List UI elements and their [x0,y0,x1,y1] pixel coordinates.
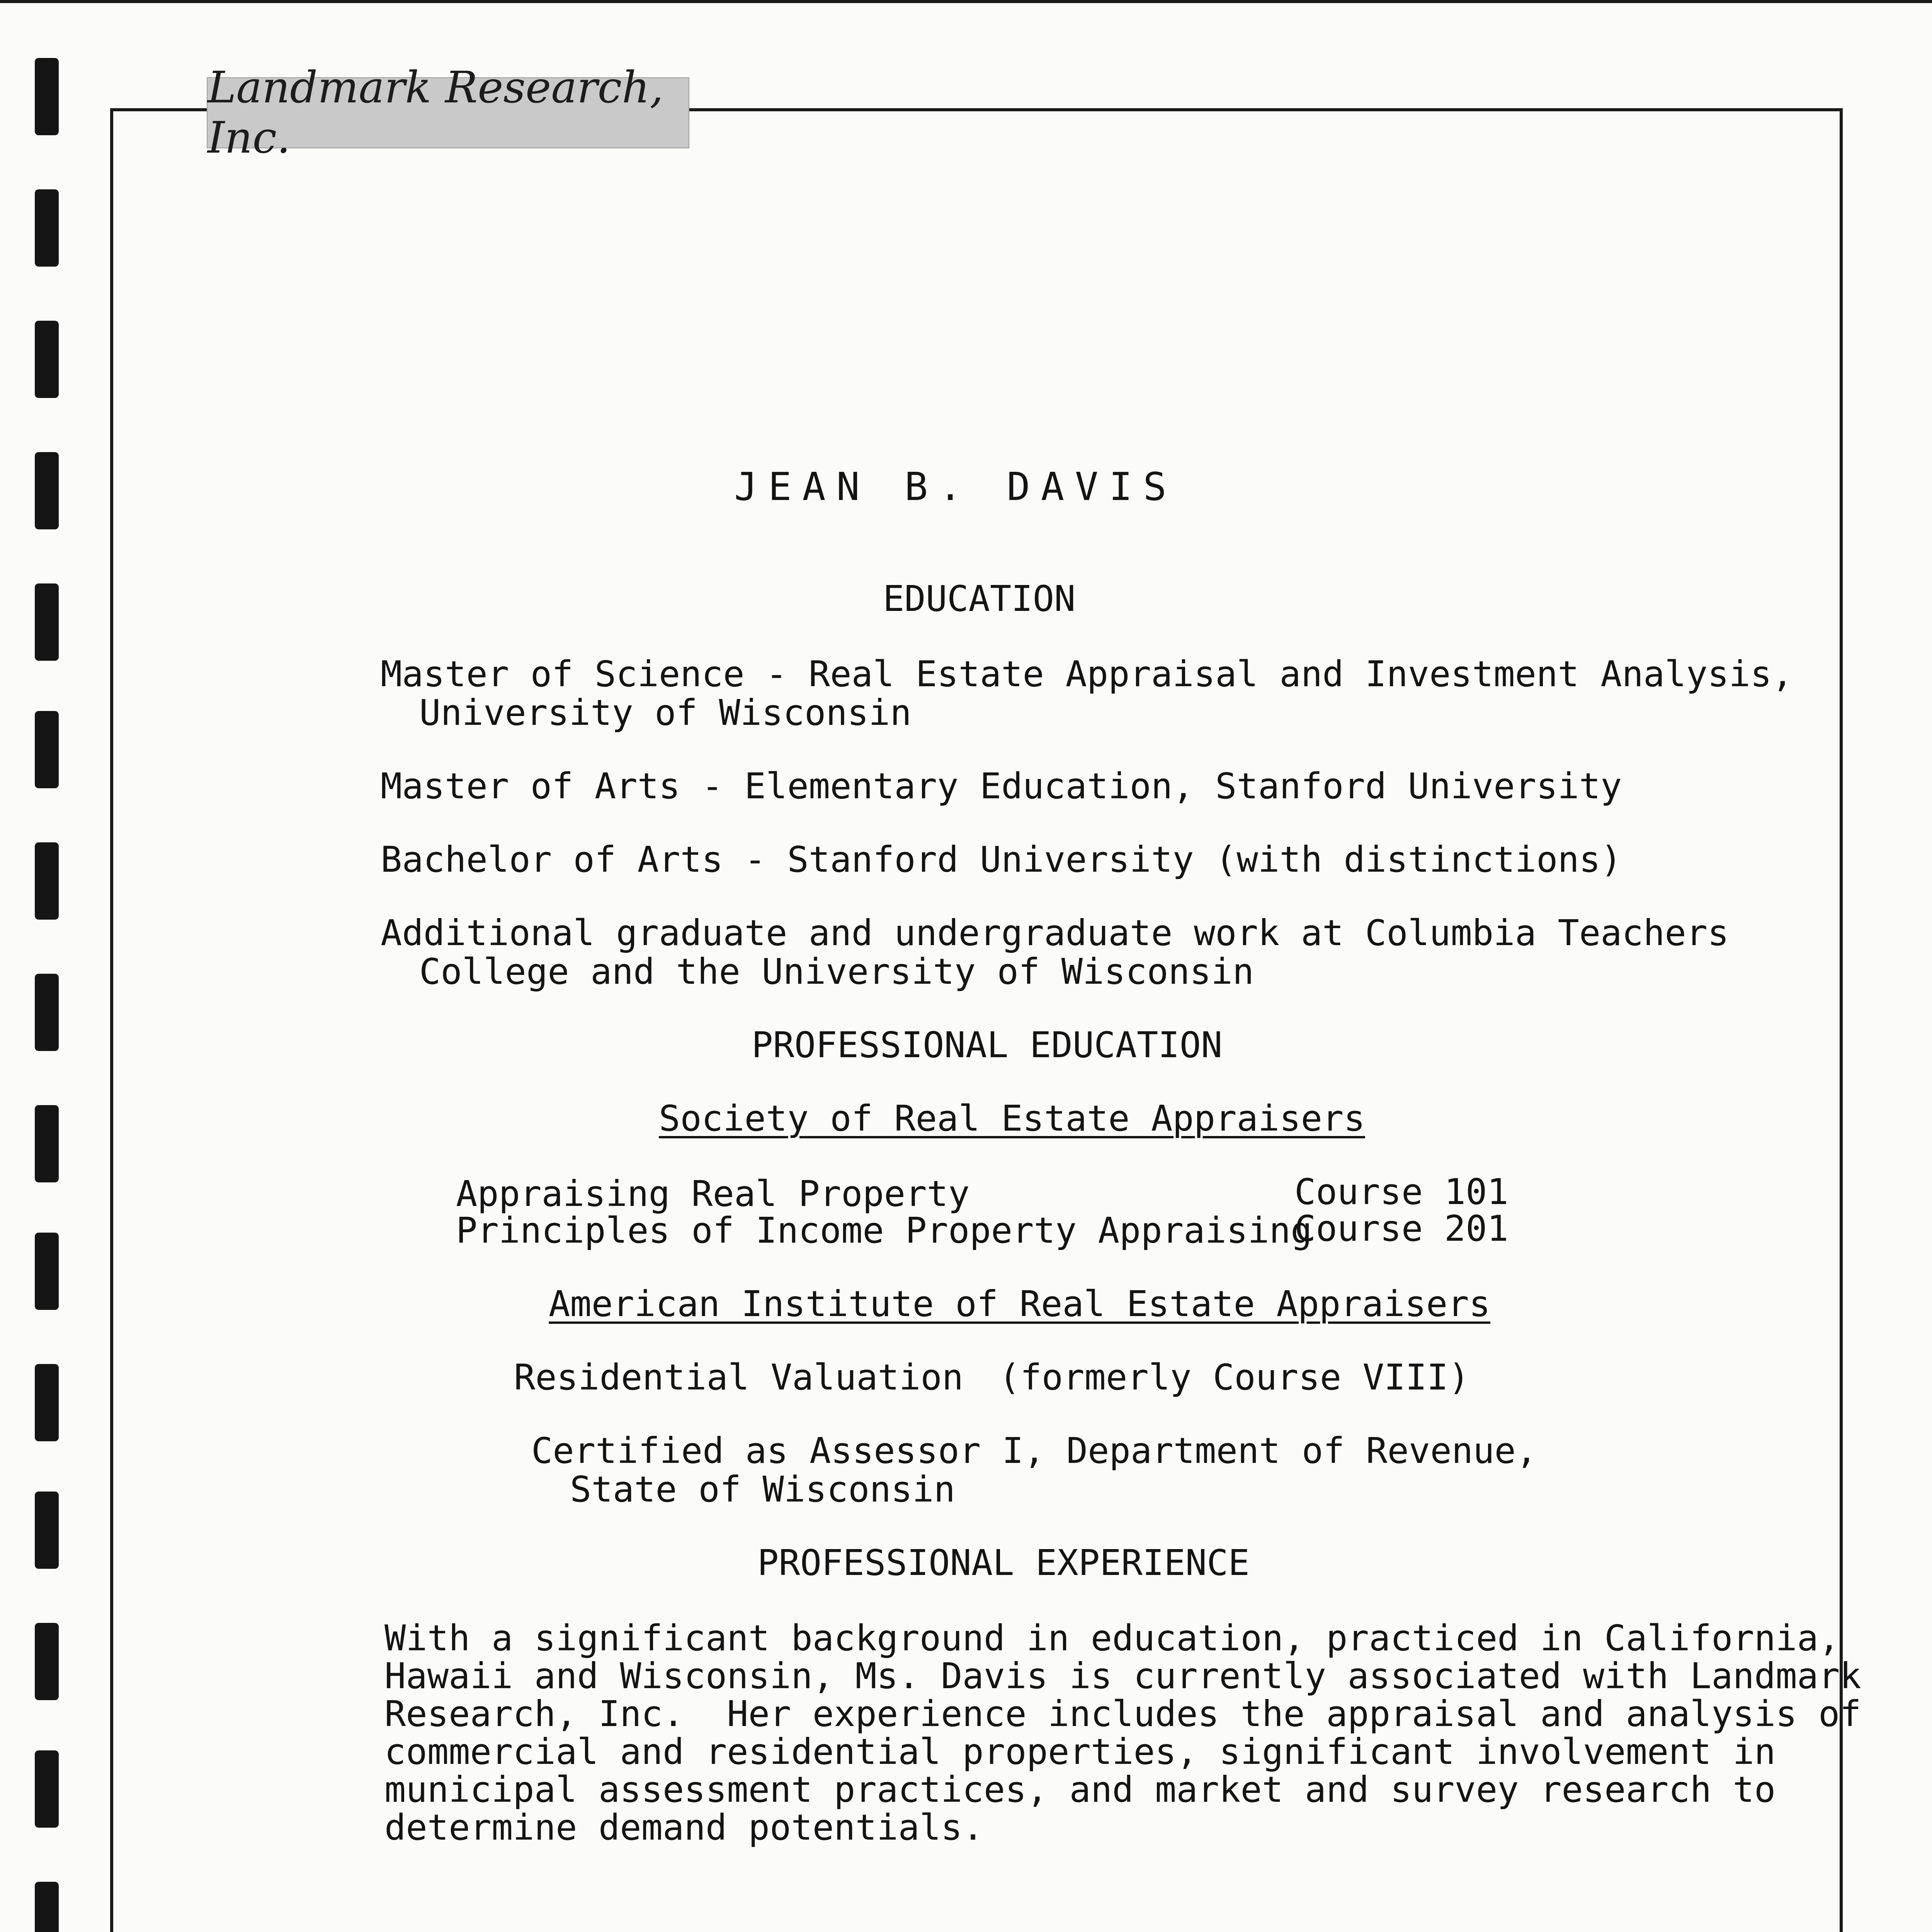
institute-course-note: (formerly Course VIII) [999,1357,1470,1398]
experience-line: municipal assessment practices, and market and survey research to [384,1769,1776,1810]
course-title: Principles of Income Property Appraising [456,1210,1312,1251]
resume-name: JEAN B. DAVIS [734,464,1177,509]
institute-name: American Institute of Real Estate Appraisers [549,1283,1491,1325]
education-item-2: Master of Arts - Elementary Education, Stanford University [381,765,1622,807]
course-code: Course 201 [1294,1208,1509,1249]
professional-education-heading: PROFESSIONAL EDUCATION [752,1024,1223,1066]
certification-line1: Certified as Assessor I, Department of Revenue, [531,1430,1537,1471]
certification-line2: State of Wisconsin [570,1469,955,1510]
binding-hole [35,1105,59,1182]
education-heading: EDUCATION [883,578,1076,619]
experience-line: commercial and residential properties, significant involvement in [384,1731,1776,1772]
course-title: Appraising Real Property [456,1173,970,1214]
binding-hole [35,1882,59,1932]
binding-hole [35,321,59,398]
society-name: Society of Real Estate Appraisers [659,1098,1365,1139]
binding-hole [35,1364,59,1441]
professional-experience-heading: PROFESSIONAL EXPERIENCE [757,1542,1250,1583]
course-code: Course 101 [1294,1171,1509,1213]
education-item-3: Bachelor of Arts - Stanford University (with distinctions) [381,839,1622,880]
binding-hole [35,974,59,1051]
experience-line: With a significant background in education, practiced in California, [384,1617,1840,1659]
binding-hole [35,58,59,135]
binding-hole [35,1492,59,1569]
company-logo [207,63,689,163]
experience-line: Research, Inc. Her experience includes the appraisal and analysis of [384,1693,1861,1735]
experience-line: determine demand potentials. [384,1807,984,1848]
institute-course-title: Residential Valuation [514,1357,964,1398]
binding-hole [35,1233,59,1310]
binding-holes [35,0,62,1932]
education-item-1-line2: University of Wisconsin [419,692,912,733]
experience-line: Hawaii and Wisconsin, Ms. Davis is currently associated with Landmark [384,1655,1861,1697]
binding-hole [35,452,59,529]
binding-hole [35,189,59,267]
education-item-4-line2: College and the University of Wisconsin [419,951,1254,992]
education-item-1-line1: Master of Science - Real Estate Appraisal and Investment Analysis, [381,653,1793,695]
top-edge-line [0,0,1932,3]
binding-hole [35,1623,59,1700]
binding-hole [35,842,59,920]
binding-hole [35,711,59,788]
binding-hole [35,1750,59,1828]
logo-text: Landmark Research, Inc. [207,63,664,163]
education-item-4-line1: Additional graduate and undergraduate work at Columbia Teachers [381,912,1729,954]
binding-hole [35,583,59,661]
